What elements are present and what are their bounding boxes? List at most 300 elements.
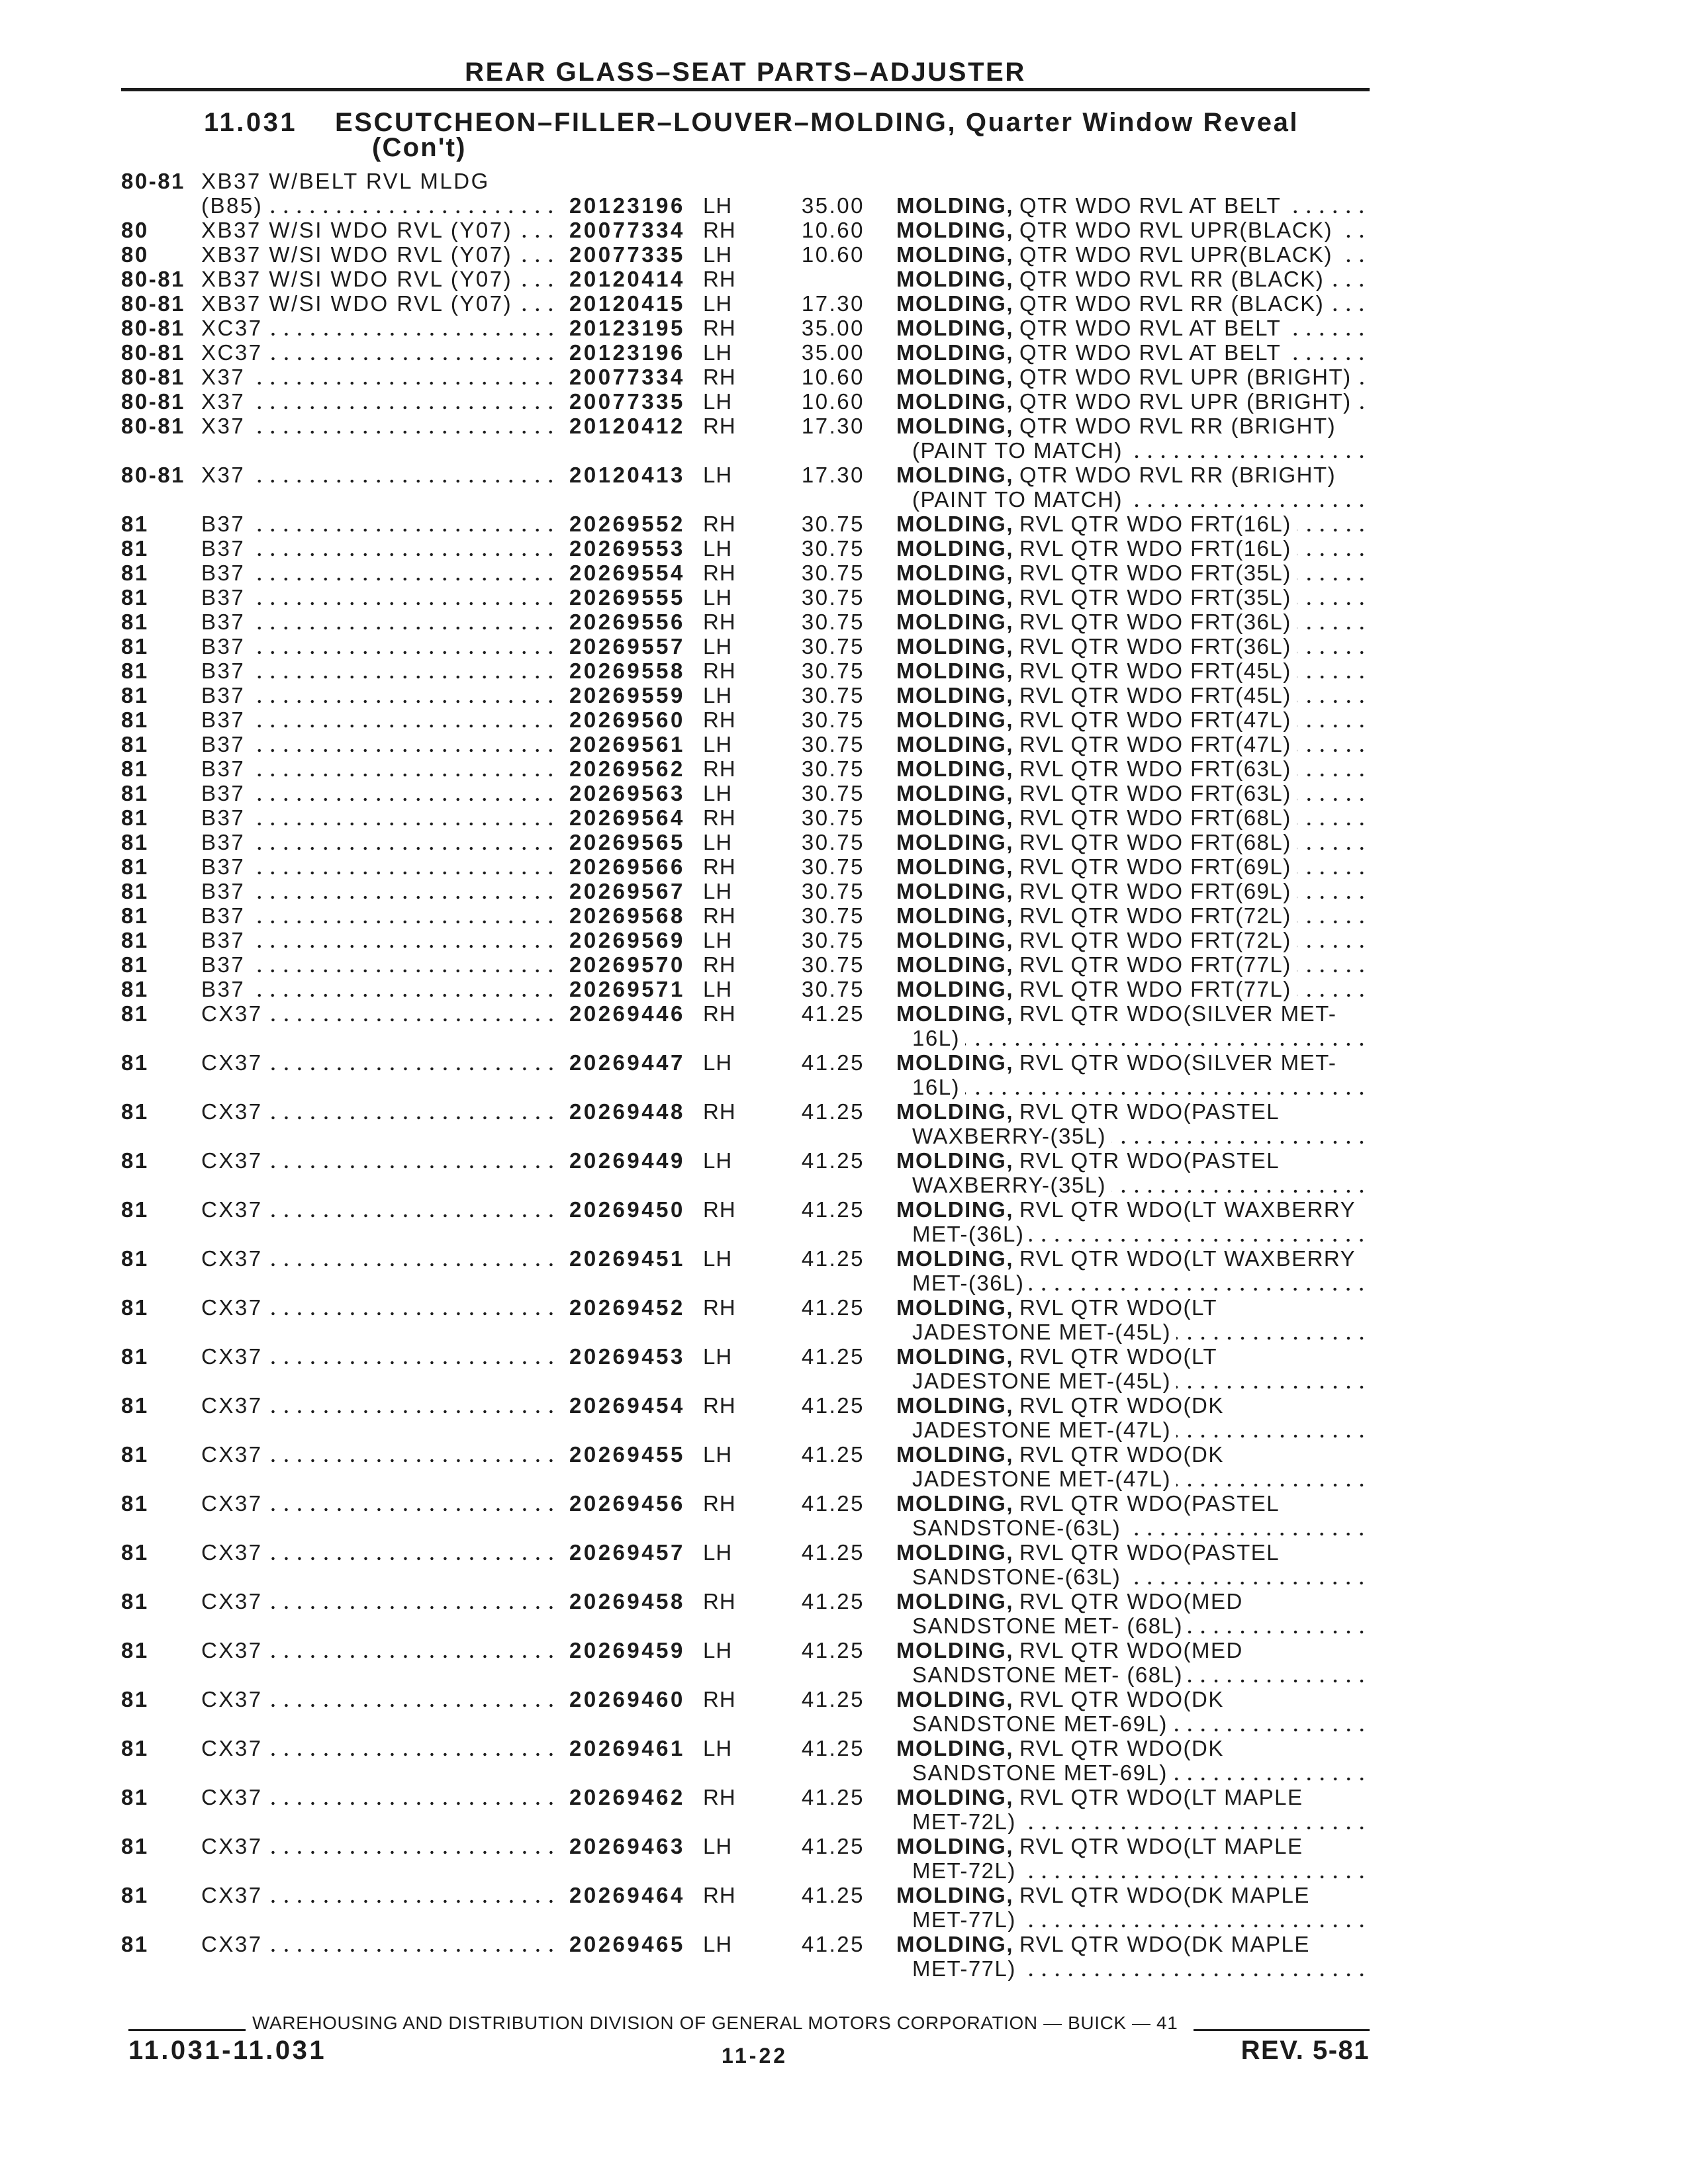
part-description [896, 316, 1370, 340]
list-price: 41.25 [801, 1393, 865, 1418]
dot-leader [1021, 1809, 1370, 1834]
side-code: RH [703, 218, 736, 242]
model-year: 80 [121, 218, 149, 242]
parts-entry [121, 1050, 1370, 1099]
part-detail: SANDSTONE MET- (68L) [912, 1614, 1183, 1638]
entry-description-line [121, 1320, 1370, 1344]
part-description-continued [912, 1614, 1370, 1638]
model-year: 81 [121, 536, 149, 561]
part-number: 20120415 [569, 291, 685, 316]
body-code [201, 561, 559, 585]
part-name: MOLDING, [896, 1736, 1013, 1760]
part-name: MOLDING, [896, 291, 1013, 316]
side-code: RH [703, 1099, 736, 1124]
part-number: 20269458 [569, 1589, 685, 1614]
part-description [896, 1393, 1370, 1418]
dot-leader [268, 1834, 559, 1858]
part-number: 20269460 [569, 1687, 685, 1711]
part-name: MOLDING, [896, 1687, 1013, 1711]
part-description [896, 463, 1370, 487]
list-price: 30.75 [801, 756, 865, 781]
body-code-text: CX37 [201, 1050, 263, 1075]
parts-entry [121, 1687, 1370, 1736]
dot-leader [250, 928, 559, 952]
dot-leader [1176, 1467, 1370, 1491]
part-description-continued [912, 487, 1370, 512]
part-detail: RVL QTR WDO(DK MAPLE [1019, 1883, 1310, 1907]
dot-leader [1338, 242, 1370, 267]
part-name: MOLDING, [896, 1393, 1013, 1418]
part-number: 20269558 [569, 659, 685, 683]
body-code [201, 585, 559, 610]
dot-leader [250, 512, 559, 536]
parts-entry [121, 512, 1370, 536]
list-price: 41.25 [801, 1001, 865, 1026]
part-detail: QTR WDO RVL RR (BRIGHT) [1019, 414, 1336, 438]
part-detail: QTR WDO RVL UPR (BRIGHT) [1019, 365, 1352, 389]
model-year: 81 [121, 610, 149, 634]
body-code-text: CX37 [201, 1442, 263, 1467]
side-code: RH [703, 952, 736, 977]
part-number: 20269567 [569, 879, 685, 903]
entry-main-line [121, 316, 1370, 340]
body-code [201, 1295, 559, 1320]
part-name: MOLDING, [896, 805, 1013, 830]
model-year: 81 [121, 1050, 149, 1075]
part-detail: QTR WDO RVL AT BELT [1019, 193, 1282, 218]
list-price: 30.75 [801, 536, 865, 561]
part-detail: MET-(36L) [912, 1222, 1025, 1246]
body-code [201, 1932, 559, 1956]
part-description [896, 707, 1370, 732]
entry-main-line [121, 1099, 1370, 1124]
body-code-text: B37 [201, 781, 246, 805]
entry-main-line [121, 463, 1370, 487]
entry-description-line [121, 1614, 1370, 1638]
entry-description-line [121, 1124, 1370, 1148]
side-code: LH [703, 242, 733, 267]
dot-leader [268, 1687, 559, 1711]
side-code: LH [703, 977, 733, 1001]
model-year: 81 [121, 928, 149, 952]
body-code-text: B37 [201, 952, 246, 977]
part-detail: (PAINT TO MATCH) [912, 438, 1123, 463]
entry-description-line [121, 1809, 1370, 1834]
part-detail: JADESTONE MET-(45L) [912, 1320, 1171, 1344]
part-number: 20269565 [569, 830, 685, 854]
list-price: 30.75 [801, 585, 865, 610]
part-name: MOLDING, [896, 414, 1013, 438]
part-detail: QTR WDO RVL UPR(BLACK) [1019, 218, 1333, 242]
part-number: 20077334 [569, 365, 685, 389]
model-year: 80-81 [121, 365, 185, 389]
entry-description-line [121, 1026, 1370, 1050]
entry-main-line [121, 903, 1370, 928]
body-code [201, 1001, 559, 1026]
model-year: 80-81 [121, 463, 185, 487]
dot-leader [1286, 340, 1370, 365]
dot-leader [250, 585, 559, 610]
part-detail: SANDSTONE-(63L) [912, 1565, 1121, 1589]
part-description-continued [912, 1075, 1370, 1099]
part-number: 20269446 [569, 1001, 685, 1026]
list-price: 35.00 [801, 340, 865, 365]
part-description [896, 585, 1370, 610]
part-description [896, 1295, 1370, 1320]
body-code-text: CX37 [201, 1001, 263, 1026]
body-code [201, 414, 559, 438]
dot-leader [1126, 1565, 1370, 1589]
parts-entry [121, 854, 1370, 879]
side-code: RH [703, 1001, 736, 1026]
entry-main-line [121, 1638, 1370, 1662]
dot-leader [250, 830, 559, 854]
body-code [201, 683, 559, 707]
body-code [201, 781, 559, 805]
part-name: MOLDING, [896, 903, 1013, 928]
model-year: 81 [121, 781, 149, 805]
dot-leader [1286, 193, 1370, 218]
entry-main-line [121, 1785, 1370, 1809]
body-code [201, 1736, 559, 1760]
dot-leader [268, 1638, 559, 1662]
part-description-continued [912, 1565, 1370, 1589]
body-code [201, 732, 559, 756]
part-number: 20269571 [569, 977, 685, 1001]
parts-entry [121, 1001, 1370, 1050]
model-year: 81 [121, 1393, 149, 1418]
part-description-continued [912, 1711, 1370, 1736]
entry-description-line [121, 1907, 1370, 1932]
side-code: RH [703, 1883, 736, 1907]
body-code-text: B37 [201, 659, 246, 683]
side-code: RH [703, 561, 736, 585]
body-code [201, 536, 559, 561]
parts-entry [121, 1932, 1370, 1981]
dot-leader [250, 756, 559, 781]
dot-leader [1297, 707, 1370, 732]
parts-entry [121, 1344, 1370, 1393]
part-description [896, 928, 1370, 952]
entry-main-line [121, 1834, 1370, 1858]
list-price: 10.60 [801, 218, 865, 242]
body-code-text: CX37 [201, 1785, 263, 1809]
dot-leader [250, 610, 559, 634]
part-detail: RVL QTR WDO FRT(68L) [1019, 805, 1291, 830]
part-detail: RVL QTR WDO(MED [1019, 1589, 1243, 1614]
body-code [201, 1491, 559, 1516]
part-description [896, 977, 1370, 1001]
part-detail: RVL QTR WDO(LT WAXBERRY [1019, 1197, 1356, 1222]
entry-main-line [121, 1883, 1370, 1907]
dot-leader [1297, 805, 1370, 830]
part-number: 20269449 [569, 1148, 685, 1173]
parts-entry [121, 1638, 1370, 1687]
part-number: 20269563 [569, 781, 685, 805]
model-year: 81 [121, 634, 149, 659]
page-header-title: REAR GLASS–SEAT PARTS–ADJUSTER [465, 58, 1026, 87]
dot-leader [250, 463, 559, 487]
dot-leader [268, 1883, 559, 1907]
body-code [201, 340, 559, 365]
list-price: 41.25 [801, 1442, 865, 1467]
model-year: 81 [121, 1883, 149, 1907]
part-detail: RVL QTR WDO(LT [1019, 1295, 1218, 1320]
entry-main-line [121, 291, 1370, 316]
part-number: 20269457 [569, 1540, 685, 1565]
part-number: 20269553 [569, 536, 685, 561]
part-detail: RVL QTR WDO(LT [1019, 1344, 1218, 1369]
list-price: 10.60 [801, 389, 865, 414]
part-description [896, 732, 1370, 756]
side-code: RH [703, 1589, 736, 1614]
part-number: 20269556 [569, 610, 685, 634]
part-description [896, 561, 1370, 585]
part-detail: MET-72L) [912, 1858, 1016, 1883]
part-number: 20120414 [569, 267, 685, 291]
part-name: MOLDING, [896, 634, 1013, 659]
list-price: 30.75 [801, 683, 865, 707]
part-description [896, 610, 1370, 634]
side-code: LH [703, 340, 733, 365]
body-code [201, 218, 559, 242]
model-year: 81 [121, 952, 149, 977]
part-description-continued [912, 1809, 1370, 1834]
body-code [201, 1197, 559, 1222]
part-description [896, 1099, 1370, 1124]
model-year: 81 [121, 683, 149, 707]
side-code: RH [703, 512, 736, 536]
part-detail: QTR WDO RVL AT BELT [1019, 316, 1282, 340]
body-code-text: B37 [201, 683, 246, 707]
part-number: 20120413 [569, 463, 685, 487]
footer-rule-left [128, 2029, 246, 2031]
dot-leader [1297, 781, 1370, 805]
dot-leader [1173, 1760, 1370, 1785]
part-detail: RVL QTR WDO(LT MAPLE [1019, 1834, 1303, 1858]
part-number: 20269451 [569, 1246, 685, 1271]
part-name: MOLDING, [896, 1638, 1013, 1662]
list-price: 30.75 [801, 659, 865, 683]
part-detail: RVL QTR WDO(SILVER MET- [1019, 1001, 1337, 1026]
body-code [201, 879, 559, 903]
part-name: MOLDING, [896, 316, 1013, 340]
dot-leader [268, 1050, 559, 1075]
list-price: 30.75 [801, 610, 865, 634]
part-description [896, 1001, 1370, 1026]
dot-leader [1029, 1222, 1370, 1246]
body-code [201, 1393, 559, 1418]
list-price: 30.75 [801, 732, 865, 756]
list-price: 41.25 [801, 1638, 865, 1662]
dot-leader [268, 1589, 559, 1614]
dot-leader [518, 291, 559, 316]
parts-entry [121, 1785, 1370, 1834]
dot-leader [1297, 830, 1370, 854]
body-code [201, 952, 559, 977]
entry-main-line [121, 977, 1370, 1001]
dot-leader [268, 316, 559, 340]
part-name: MOLDING, [896, 1099, 1013, 1124]
part-number: 20269448 [569, 1099, 685, 1124]
dot-leader [518, 218, 559, 242]
body-code-text: CX37 [201, 1883, 263, 1907]
part-name: MOLDING, [896, 1344, 1013, 1369]
body-code [201, 610, 559, 634]
entry-main-line [121, 781, 1370, 805]
part-name: MOLDING, [896, 1148, 1013, 1173]
part-detail: QTR WDO RVL UPR (BRIGHT) [1019, 389, 1352, 414]
body-code [201, 1540, 559, 1565]
body-code-text: CX37 [201, 1295, 263, 1320]
entry-main-line [121, 1932, 1370, 1956]
body-code-text: B37 [201, 756, 246, 781]
part-name: MOLDING, [896, 1442, 1013, 1467]
part-detail: RVL QTR WDO(LT WAXBERRY [1019, 1246, 1356, 1271]
dot-leader [268, 1442, 559, 1467]
dot-leader [250, 879, 559, 903]
dot-leader [518, 267, 559, 291]
part-description [896, 340, 1370, 365]
list-price: 30.75 [801, 879, 865, 903]
dot-leader [1029, 1271, 1370, 1295]
part-number: 20269561 [569, 732, 685, 756]
body-code [201, 169, 559, 193]
side-code: LH [703, 1246, 733, 1271]
parts-entry [121, 977, 1370, 1001]
part-number: 20269568 [569, 903, 685, 928]
part-description [896, 659, 1370, 683]
model-year: 81 [121, 977, 149, 1001]
dot-leader [268, 1197, 559, 1222]
footer-publisher-line: WAREHOUSING AND DISTRIBUTION DIVISION OF GENERAL MOTORS CORPORATION — BUICK — 41 [252, 2013, 1178, 2033]
parts-entry [121, 536, 1370, 561]
side-code: RH [703, 316, 736, 340]
body-code-text: (B85) [201, 193, 263, 218]
entry-description-line [121, 1662, 1370, 1687]
body-code-text: B37 [201, 707, 246, 732]
list-price: 30.75 [801, 634, 865, 659]
section-continued-label: (Con't) [372, 133, 467, 162]
list-price: 30.75 [801, 512, 865, 536]
part-detail: RVL QTR WDO FRT(47L) [1019, 732, 1291, 756]
body-code-text: CX37 [201, 1834, 263, 1858]
part-description-continued [912, 1026, 1370, 1050]
dot-leader [1297, 512, 1370, 536]
body-code-text: B37 [201, 610, 246, 634]
dot-leader [1176, 1320, 1370, 1344]
body-code [201, 1785, 559, 1809]
part-description [896, 830, 1370, 854]
part-number: 20269461 [569, 1736, 685, 1760]
model-year: 81 [121, 1589, 149, 1614]
parts-entry [121, 463, 1370, 512]
entry-main-line [121, 267, 1370, 291]
dot-leader [250, 536, 559, 561]
part-number: 20123196 [569, 193, 685, 218]
part-detail: RVL QTR WDO FRT(36L) [1019, 610, 1291, 634]
dot-leader [250, 634, 559, 659]
list-price: 41.25 [801, 1344, 865, 1369]
body-code [201, 854, 559, 879]
side-code: LH [703, 830, 733, 854]
dot-leader [268, 1540, 559, 1565]
entry-description-line [121, 1173, 1370, 1197]
part-detail: RVL QTR WDO FRT(45L) [1019, 683, 1291, 707]
body-code [201, 1344, 559, 1369]
entry-main-line [121, 193, 1370, 218]
entry-main-line [121, 561, 1370, 585]
part-description [896, 683, 1370, 707]
part-number: 20269554 [569, 561, 685, 585]
parts-entry [121, 242, 1370, 267]
part-number: 20077334 [569, 218, 685, 242]
part-name: MOLDING, [896, 1589, 1013, 1614]
body-code-text: B37 [201, 732, 246, 756]
list-price: 30.75 [801, 781, 865, 805]
part-name: MOLDING, [896, 707, 1013, 732]
body-code [201, 1246, 559, 1271]
list-price: 41.25 [801, 1099, 865, 1124]
dot-leader [965, 1026, 1370, 1050]
part-description [896, 1442, 1370, 1467]
entry-main-line [121, 1736, 1370, 1760]
side-code: LH [703, 781, 733, 805]
body-code [201, 1148, 559, 1173]
dot-leader [268, 1246, 559, 1271]
model-year: 81 [121, 1246, 149, 1271]
dot-leader [268, 340, 559, 365]
body-code [201, 903, 559, 928]
dot-leader [250, 414, 559, 438]
parts-entry [121, 365, 1370, 389]
side-code: LH [703, 1932, 733, 1956]
list-price: 41.25 [801, 1246, 865, 1271]
side-code: LH [703, 1540, 733, 1565]
part-description-continued [912, 1467, 1370, 1491]
model-year: 81 [121, 732, 149, 756]
entry-main-line [121, 1295, 1370, 1320]
dot-leader [250, 389, 559, 414]
side-code: RH [703, 1491, 736, 1516]
model-year: 81 [121, 1344, 149, 1369]
model-year: 80-81 [121, 169, 185, 193]
side-code: LH [703, 928, 733, 952]
dot-leader [1188, 1614, 1370, 1638]
parts-entry [121, 928, 1370, 952]
model-year: 81 [121, 805, 149, 830]
footer-publisher-row [128, 2013, 1370, 2034]
part-number: 20269452 [569, 1295, 685, 1320]
section-number: 11.031 [204, 108, 298, 137]
body-code [201, 193, 559, 218]
body-code [201, 1638, 559, 1662]
part-detail: RVL QTR WDO(SILVER MET- [1019, 1050, 1337, 1075]
part-detail: QTR WDO RVL RR (BLACK) [1019, 267, 1325, 291]
body-code-text: CX37 [201, 1540, 263, 1565]
entry-main-line [121, 1197, 1370, 1222]
dot-leader [1357, 389, 1370, 414]
entry-main-line [121, 805, 1370, 830]
entry-description-line [121, 438, 1370, 463]
part-detail: RVL QTR WDO(DK [1019, 1442, 1224, 1467]
side-code: RH [703, 1393, 736, 1418]
part-description [896, 536, 1370, 561]
part-description-continued [912, 1222, 1370, 1246]
part-number: 20269464 [569, 1883, 685, 1907]
dot-leader [1297, 732, 1370, 756]
parts-entry [121, 1099, 1370, 1148]
